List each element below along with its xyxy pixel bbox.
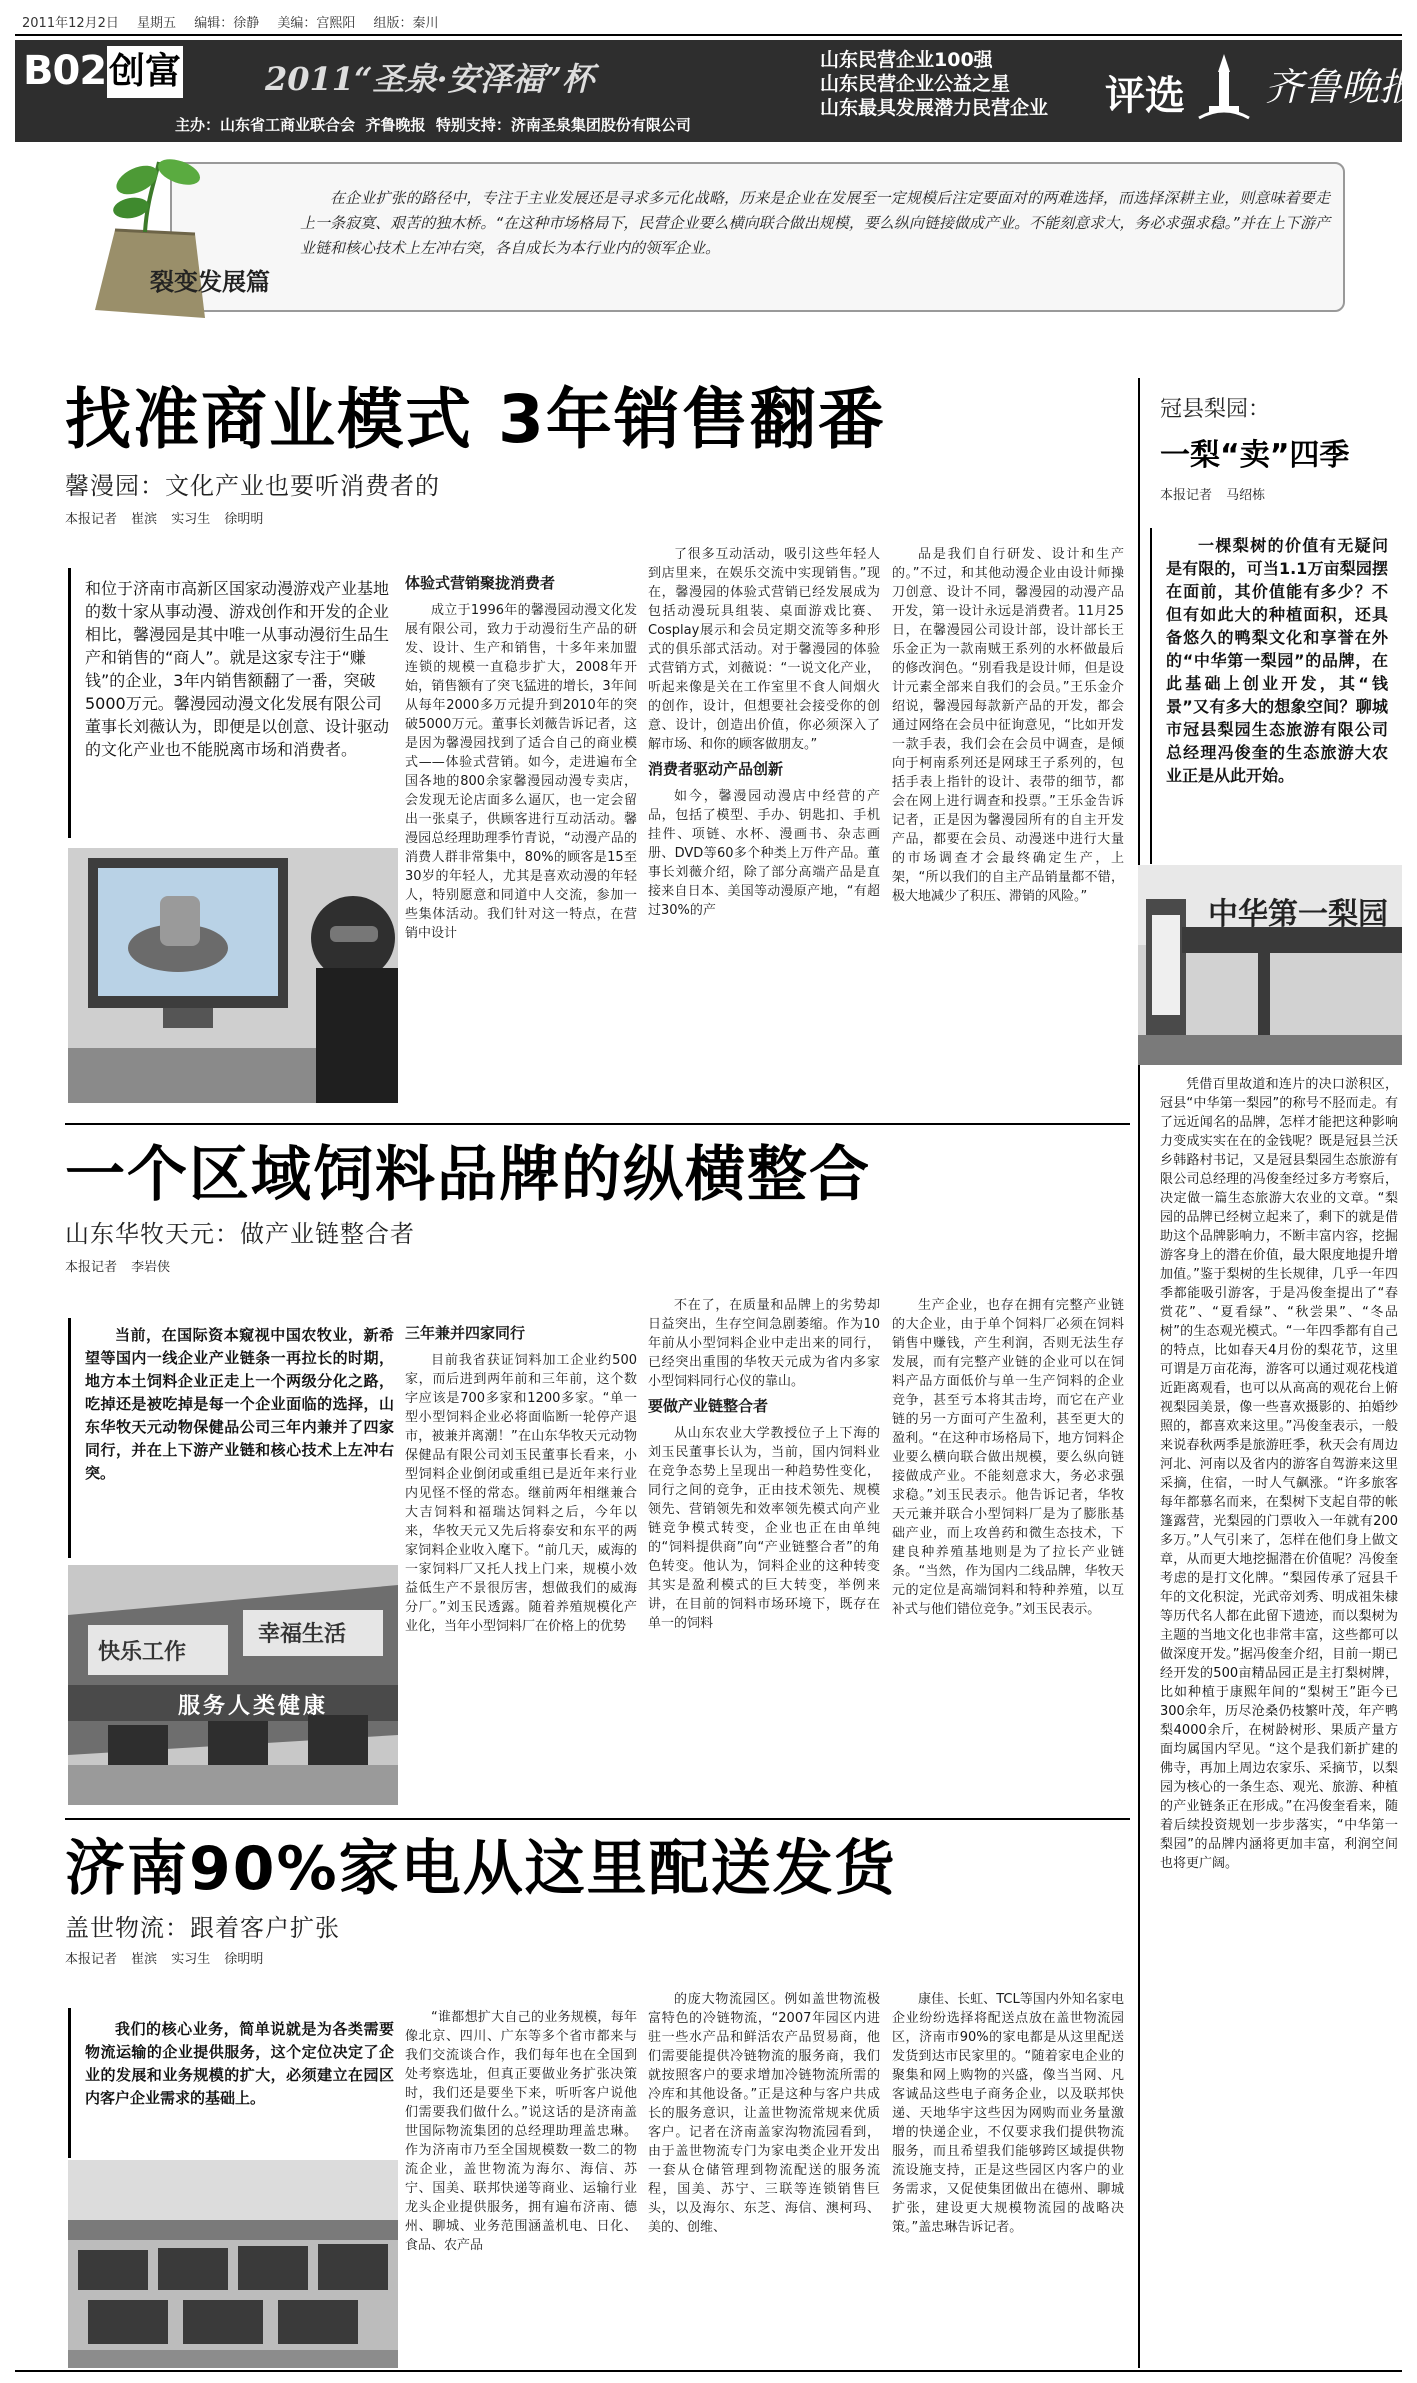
article1-headline: 找准商业模式 3年销售翻番	[65, 381, 886, 458]
intro-badge: 裂变发展篇	[150, 268, 270, 296]
article2-lead: 当前，在国际资本窥视中国农牧业，新希望等国内一线企业产业链条一再拉长的时期，地方本土饲料企业正走上一个两级分化之路，吃掉还是被吃掉是每一个企业面临的选择，山东华牧天元动物保健品公司三年内兼并了四家同行，并在上下游产业链和核心技术上左冲右突。	[68, 1318, 398, 1558]
article1-photo	[68, 848, 398, 1103]
article1-subhead: 消费者驱动产品创新	[648, 760, 784, 778]
sidebar-paragraph: 凭借百里故道和连片的决口淤积区，冠县“中华第一梨园”的称号不胫而走。有了远近闻名的品牌，怎样才能把这种影响力变成实实在在的金钱呢？既是冠县兰沃乡韩路村书记，又是冠县梨园生态旅游有限公司总经理的冯俊奎经过多方考察后，决定做一篇生态旅游大农业的文章。“梨园的品牌已经树立起来了，剩下的就是借助这个品牌影响力，不断丰富内容，挖掘游客身上的潜在价值，最大限度地提升增加值。”鉴于梨树的生长规律，几乎一年四季都能吸引游客，于是冯俊奎提出了“春赏花”、“夏看绿”、“秋尝果”、“冬品树”的生态观光模式。“一年四季都有自己的特点，比如春天4月份的梨花节，这里可谓是万亩花海，游客可以通过观花栈道近距离观看，也可以从高高的观花台上俯视梨园美景，像一些喜欢摄影的、拍婚纱照的，都喜欢来这里。”冯俊奎表示，一般来说春秋两季是旅游旺季，秋天会有周边河北、河南以及省内的游客自驾游来这里采摘，住宿，一时人气飙涨。“许多旅客每年都慕名而来，在梨树下支起自带的帐篷露营，光梨园的门票收入一年就有200多万。”人气引来了，怎样在他们身上做文章，从而更大地挖掘潜在价值呢？冯俊奎考虑的是打文化牌。“梨园传承了冠县千年的文化积淀，光武帝刘秀、明成祖朱棣等历代名人都在此留下遗迹，而以梨树为主题的当地文化也非常丰富，这些都可以做深度开发。”据冯俊奎介绍，目前一期已经开发的500亩精品园正是主打梨树牌，比如种植于康熙年间的“梨树王”距今已300余年，历尽沧桑仍枝繁叶茂，年产鸭梨4000余斤，在树龄树形、果质产量方面均属国内罕见。“这个是我们新扩建的佛寺，再加上周边农家乐、采摘节，以梨园为核心的一条生态、观光、旅游、种植的产业链条正在形成。”在冯俊奎看来，随着后续投资规划一步步落实，“中华第一梨园”的品牌内涵将更加丰富，利润空间也将更广阔。	[1160, 1077, 1398, 1871]
paper-logo: 齐鲁晚报	[1265, 65, 1417, 109]
masthead-banner	[15, 40, 1417, 142]
article2-paragraph: 不在了，在质量和品牌上的劣势却日益突出，生存空间急剧萎缩。作为10年前从小型饲料企业中走出来的同行，已经突出重围的华牧天元成为省内多家小型饲料同行心仪的靠山。	[648, 1298, 880, 1389]
article1-col2	[405, 568, 637, 1108]
article2-photo	[68, 1565, 398, 1805]
article2-subhead: 要做产业链整合者	[648, 1397, 769, 1415]
article3-photo	[68, 2160, 398, 2368]
article-divider	[65, 1818, 1130, 1820]
article1-paragraph: 如今，馨漫园动漫店中经营的产品，包括了模型、手办、钥匙扣、手机挂件、项链、水杯、漫画书、杂志画册、DVD等60多个种类上万件产品。董事长刘薇介绍，除了部分高端产品是直接来自日本、美国等动漫原产地，“有超过30%的产	[648, 789, 880, 918]
factory-sign-left: 快乐工作	[98, 1640, 187, 1665]
tower-logo-icon	[1197, 52, 1251, 124]
article3-paragraph: “谁都想扩大自己的业务规模，每年像北京、四川、广东等多个省市都来与我们交流谈合作，我们每年也在全国到处考察选址，但真正要做业务扩张决策时，我们还是要坐下来，听听客户说他们需要我们做什么。”说这话的是济南盖世国际物流集团的总经理助理盖忠琳。作为济南市乃至全国规模数一数二的物流企业，盖世物流为海尔、海信、苏宁、国美、联邦快递等商业、运输行业龙头企业提供服务，拥有遍布济南、德州、聊城、业务范围涵盖机电、日化、食品、农产品	[405, 2010, 637, 2253]
article1-paragraph: 品是我们自行研发、设计和生产的。”不过，和其他动漫企业由设计师操刀创意、设计不同，馨漫园的动漫产品开发，第一设计永远是消费者。11月25日，在馨漫园公司设计部，设计部长王乐金正为一款南贼王系列的水杯做最后的修改润色。“别看我是设计师，但是设计元素全部来自我们的会员。”王乐金介绍说，馨漫园每款新产品的开发，都会通过网络在会员中征询意见，“比如开发一款手表，我们会在会员中调查，是倾向于柯南系列还是网球王子系列的，包括手表上指针的设计、表带的细节，都会在网上进行调查和投票。”王乐金告诉记者，正是因为馨漫园所有的自主开发产品，都要在会员、动漫迷中进行大量的市场调查才会最终确定生产，上架，“所以我们的自主产品销量都不错，极大地减少了积压、滞销的风险。”	[892, 547, 1124, 904]
page-number: B02	[23, 48, 107, 94]
date: 2011年12月2日	[22, 16, 119, 31]
gate-inscription: 中华第一梨园	[1208, 897, 1388, 932]
article2-col2	[405, 1318, 637, 1808]
editor: 编辑：徐静	[194, 16, 260, 31]
award-item: 山东最具发展潜力民营企业	[820, 97, 1049, 119]
article2-paragraph: 目前我省获证饲料加工企业约500家，而后进到两年前和三年前，这个数字应该是700多家和1200多家。“单一型小型饲料企业必将面临断一轮停产退市，被兼并离潮！”在山东华牧天元动物保健品有限公司刘玉民董事长看来，小型饲料企业倒闭或重组已是近年来行业内见怪不怪的常态。继前两年相继兼合大吉饲料和福瑞达饲料之后，今年以来，华牧天元又先后将泰安和东平的两家饲料企业收入麾下。“前几天，威海的一家饲料厂又托人找上门来，规模小效益低生产不景很厉害，想做我们的威海分厂。”刘玉民透露。随着养殖规模化产业化，当年小型饲料厂在价格上的优势	[405, 1353, 637, 1634]
article2-col4	[892, 1296, 1124, 1808]
article3-col3	[648, 1990, 880, 2368]
factory-building-photo-icon	[68, 1565, 398, 1805]
sidebar-byline: 本报记者 马绍栋	[1160, 488, 1266, 503]
article1-subtitle: 馨漫园：文化产业也要听消费者的	[65, 472, 440, 500]
article2-headline: 一个区域饲料品牌的纵横整合	[65, 1140, 871, 1210]
article3-headline: 济南90%家电从这里配送发货	[65, 1834, 897, 1904]
article1-subhead: 体验式营销聚拢消费者	[405, 574, 556, 592]
sidebar-body	[1160, 1075, 1398, 2368]
article3-paragraph: 的庞大物流园区。例如盖世物流极富特色的冷链物流，“2007年园区内进驻一些水产品和鲜活农产品贸易商，他们需要能提供冷链物流的服务商，我们就按照客户的要求增加冷链物流所需的冷库和其他设备。”正是这种与客户共成长的服务意识，让盖世物流常规来优质客户。记者在济南盖家沟物流园看到，由于盖世物流专门为家电类企业开发出一套从仓储管理到物流配送的服务流程，国美、苏宁、三联等连锁销售巨头，以及海尔、东芝、海信、澳柯玛、美的、创维、	[648, 1992, 880, 2235]
article1-col3	[648, 545, 880, 1108]
article3-subtitle: 盖世物流：跟着客户扩张	[65, 1914, 340, 1942]
article3-col4	[892, 1990, 1124, 2368]
layout-editor: 组版：秦川	[373, 16, 439, 31]
article2-paragraph: 生产企业，也存在拥有完整产业链的大企业，由于单个饲料厂必须在饲料销售中赚钱，产生利润，否则无法生存发展，而有完整产业链的企业可以在饲料产品方面低价与单一生产饲料的企业竞争，甚至亏本将其击垮，而它在产业链的另一方面可产生盈利，甚至更大的盈利。“在这种市场格局下，地方饲料企业要么横向联合做出规模，要么纵向链接做成产业。不能刻意求大，务必求强求稳。”刘玉民表示。他告诉记者，华牧天元兼并联合小型饲料厂是为了膨胀基础产业，而上攻兽药和微生态技术，下建良种养殖基地则是为了拉长产业链条。“当然，作为国内二线品牌，华牧天元的定位是高端饲料和特种养殖，以互补式与他们错位竞争。”刘玉民表示。	[892, 1298, 1124, 1617]
article2-col3	[648, 1296, 880, 1808]
sprout-illustration-icon	[55, 150, 235, 330]
article1-paragraph: 成立于1996年的馨漫园动漫文化发展有限公司，致力于动漫衍生产品的研发、设计、生产和销售，十多年来加盟连锁的规模一直稳步扩大，2008年开始，销售额有了突飞猛进的增长，3年间从每年2000多万元提升到2010年的突破5000万元。董事长刘薇告诉记者，这是因为馨漫园找到了适合自己的商业模式——体验式营销。如今，走进遍布全国各地的800余家馨漫园动漫专卖店，会发现无论店面多么逼仄，也一定会留出一张桌子，供顾客进行互动活动。馨漫园总经理助理季竹青说，“动漫产品的消费人群非常集中，80%的顾客是15至30岁的年轻人，尤其是喜欢动漫的年轻人，特别愿意和同道中人交流，参加一些集体活动。我们针对这一特点，在营销中设计	[405, 603, 637, 941]
sidebar-photo	[1138, 865, 1402, 1065]
campaign-title: 2011“圣泉·安泽福”杯	[265, 60, 595, 98]
article1-byline: 本报记者 崔滨 实习生 徐明明	[65, 512, 264, 527]
award-item: 山东民营企业公益之星	[820, 73, 1011, 95]
sidebar-divider	[1138, 378, 1140, 2368]
article2-subtitle: 山东华牧天元：做产业链整合者	[65, 1220, 415, 1248]
factory-sign-right: 幸福生活	[258, 1622, 347, 1647]
top-rule	[15, 34, 1402, 36]
article3-paragraph: 康佳、长虹、TCL等国内外知名家电企业纷纷选择将配送点放在盖世物流园区，济南市90%的家电都是从这里配送发货到达市民家里的。“随着家电企业的聚集和网上购物的兴盛，像当当网、凡客诚品这些电子商务企业，以及联邦快递、天地华宇这些因为网购而业务量激增的快递企业，不仅要求我们提供物流服务，而且希望我们能够跨区域提供物流设施支持，正是这些园区内客户的业务需求，又促使集团做出在德州、聊城扩张，建设更大规模物流园的战略决策。”盖忠琳告诉记者。	[892, 1992, 1124, 2235]
sidebar-title: 一梨“卖”四季	[1160, 438, 1350, 473]
article2-subhead: 三年兼并四家同行	[405, 1324, 526, 1342]
factory-banner: 服务人类健康	[178, 1694, 329, 1719]
section-name: 创富	[107, 46, 183, 98]
intro-box	[170, 162, 1345, 312]
select-label: 评选	[1105, 73, 1185, 119]
dateline	[22, 12, 439, 30]
article3-col2	[405, 2008, 637, 2368]
article1-lead: 和位于济南市高新区国家动漫游戏产业基地的数十家从事动漫、游戏创作和开发的企业相比，馨漫园是其中唯一从事动漫衍生品生产和销售的“商人”。就是这家专注于“赚钱”的企业，3年内销售额翻了一番，突破5000万元。馨漫园动漫文化发展有限公司董事长刘薇认为，即便是以创意、设计驱动的文化产业也不能脱离市场和消费者。	[68, 568, 398, 838]
bottom-rule	[15, 2370, 1402, 2372]
award-list	[820, 48, 1048, 120]
intro-text: 在企业扩张的路径中，专注于主业发展还是寻求多元化战略，历来是企业在发展至一定规模后注定要面对的两难选择，而选择深耕主业，则意味着要走上一条寂寞、艰苦的独木桥。“在这种市场格局下，民营企业要么横向联合做出规模，要么纵向链接做成产业。不能刻意求大，务必求强求稳。”并在上下游产业链和核心技术上左冲右突，各自成长为本行业内的领军企业。	[300, 189, 1330, 257]
sidebar-kicker: 冠县梨园：	[1160, 397, 1271, 422]
award-item: 山东民营企业100强	[820, 49, 993, 71]
article2-byline: 本报记者 李岩侠	[65, 1260, 171, 1275]
sponsor-line: 主办：山东省工商业联合会 齐鲁晚报 特别支持：济南圣泉集团股份有限公司	[175, 116, 691, 134]
sidebar-lead: 一棵梨树的价值有无疑问是有限的，可当1.1万亩梨园摆在面前，其价值能有多少？不但有如此大的种植面积，还具备悠久的鸭梨文化和享誉在外的“中华第一梨园”的品牌，在此基础上创业开发，其“钱景”又有多大的想象空间？聊城市冠县梨园生态旅游有限公司总经理冯俊奎的生态旅游大农业正是从此开始。	[1150, 528, 1398, 864]
designer-at-computer-photo-icon	[68, 848, 398, 1103]
truck-yard-photo-icon	[68, 2160, 398, 2368]
article3-byline: 本报记者 崔滨 实习生 徐明明	[65, 1952, 264, 1967]
article-divider	[65, 1123, 1130, 1125]
article1-col4	[892, 545, 1124, 1108]
article2-paragraph: 从山东农业大学教授位子上下海的刘玉民董事长认为，当前，国内饲料业在竞争态势上呈现出一种趋势性变化，同行之间的竞争，正由技术领先、规模领先、营销领先和效率领先模式向产业链竞争模式转变，企业也正在由单纯的“饲料提供商”向“产业链整合者”的角色转变。他认为，饲料企业的这种转变其实是盈利模式的巨大转变，举例来讲，在目前的饲料市场环境下，既存在单一的饲料	[648, 1426, 880, 1631]
article1-paragraph: 了很多互动活动，吸引这些年轻人到店里来，在娱乐交流中实现销售。”现在，馨漫园的体验式营销已经发展成为包括动漫玩具组装、桌面游戏比赛、Cosplay展示和会员定期交流等多种形式的俱乐部式活动。对于馨漫园的体验式营销方式，刘薇说：“一说文化产业，听起来像是关在工作室里不食人间烟火的创作，设计，但想要社会接受你的创意、设计，创造出价值，你必须深入了解市场、和你的顾客做朋友。”	[648, 547, 880, 752]
weekday: 星期五	[137, 16, 177, 31]
article3-lead: 我们的核心业务，简单说就是为各类需要物流运输的企业提供服务，这个定位决定了企业的发展和业务规模的扩大，必须建立在园区内客户企业需求的基础上。	[68, 2008, 398, 2158]
art-editor: 美编：宫熙阳	[277, 16, 356, 31]
